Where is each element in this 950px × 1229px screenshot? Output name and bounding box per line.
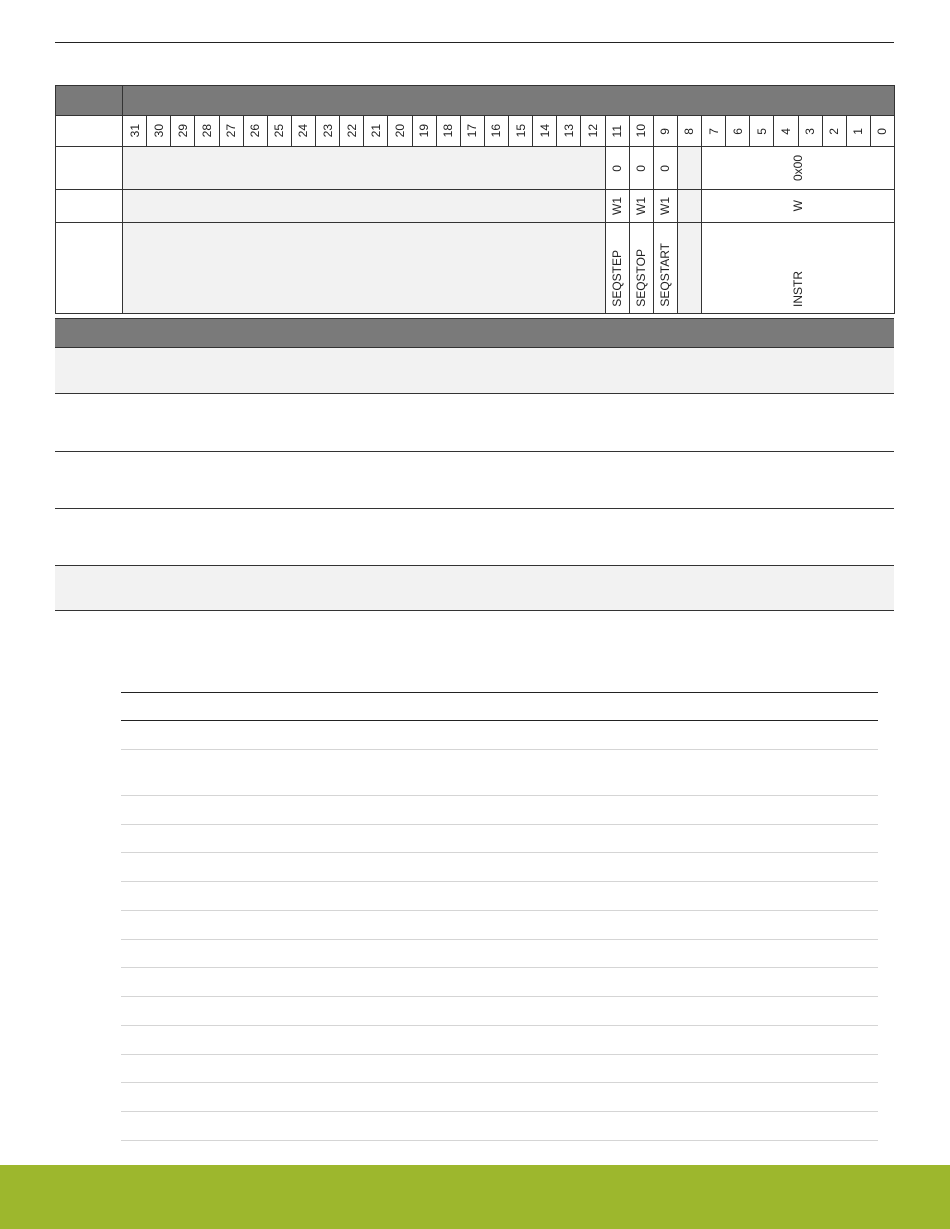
field-description-row xyxy=(55,509,894,566)
bit-number-cell: 10 xyxy=(629,116,653,147)
bit-number-cell: 14 xyxy=(533,116,557,147)
bit-number-cell: 8 xyxy=(677,116,701,147)
bit-number-cell: 17 xyxy=(460,116,484,147)
bit-number-cell: 25 xyxy=(267,116,291,147)
footer-band xyxy=(0,1165,950,1229)
field-bit8 xyxy=(677,223,701,314)
list-row-rule xyxy=(121,1140,878,1141)
bit-number-row xyxy=(56,116,895,147)
bit-number-cell: 24 xyxy=(291,116,315,147)
field-description-header xyxy=(55,318,894,348)
bit-number-cell: 28 xyxy=(195,116,219,147)
reset-bit8 xyxy=(677,147,701,190)
list-row-rule xyxy=(121,1082,878,1083)
bit-number-cell: 31 xyxy=(123,116,147,147)
access-bit10: W1 xyxy=(629,190,653,223)
list-row-rule xyxy=(121,720,878,721)
access-row xyxy=(56,190,895,223)
reset-bit9: 0 xyxy=(653,147,677,190)
reset-instr: 0x00 xyxy=(702,147,895,190)
list-row-rule xyxy=(121,910,878,911)
bit-number-cell: 13 xyxy=(557,116,581,147)
register-header-row xyxy=(56,86,895,116)
list-row-rule xyxy=(121,939,878,940)
bit-number-cell: 20 xyxy=(388,116,412,147)
field-name-row xyxy=(56,223,895,314)
bit-number-label-cell xyxy=(56,116,123,147)
bit-number-cell: 15 xyxy=(509,116,533,147)
bit-number-cell: 4 xyxy=(774,116,798,147)
field-description-row xyxy=(55,566,894,611)
register-table xyxy=(55,85,895,314)
field-label-cell xyxy=(56,223,123,314)
bit-number-cell: 29 xyxy=(171,116,195,147)
list-row-rule xyxy=(121,824,878,825)
access-instr: W xyxy=(702,190,895,223)
bit-number-cell: 9 xyxy=(653,116,677,147)
bit-number-cell: 5 xyxy=(750,116,774,147)
list-row-rule xyxy=(121,749,878,750)
bit-number-cell: 0 xyxy=(870,116,894,147)
bit-number-cell: 19 xyxy=(412,116,436,147)
list-row-rule xyxy=(121,852,878,853)
reset-row xyxy=(56,147,895,190)
reset-bit11: 0 xyxy=(605,147,629,190)
field-bit9: SEQSTART xyxy=(653,223,677,314)
bit-number-cell: 2 xyxy=(822,116,846,147)
bit-number-cell: 7 xyxy=(702,116,726,147)
bit-number-cell: 22 xyxy=(340,116,364,147)
bit-number-cell: 27 xyxy=(219,116,243,147)
bit-number-cell: 1 xyxy=(846,116,870,147)
access-reserved-cell xyxy=(123,190,606,223)
bit-number-cell: 23 xyxy=(316,116,340,147)
register-header-label-cell xyxy=(56,86,123,116)
access-bit8 xyxy=(677,190,701,223)
list-row-rule xyxy=(121,795,878,796)
list-row-rule xyxy=(121,692,878,693)
field-description-table xyxy=(55,318,894,611)
bit-number-cell: 11 xyxy=(605,116,629,147)
list-row-rule xyxy=(121,1111,878,1112)
register-header-bits-cell xyxy=(123,86,895,116)
field-bit10: SEQSTOP xyxy=(629,223,653,314)
bit-number-cell: 30 xyxy=(147,116,171,147)
bit-number-cell: 12 xyxy=(581,116,605,147)
list-row-rule xyxy=(121,1025,878,1026)
bit-number-cell: 16 xyxy=(484,116,508,147)
access-bit11: W1 xyxy=(605,190,629,223)
list-row-rule xyxy=(121,881,878,882)
field-description-row xyxy=(55,452,894,509)
reset-label-cell xyxy=(56,147,123,190)
field-reserved-cell xyxy=(123,223,606,314)
list-row-rule xyxy=(121,1054,878,1055)
access-label-cell xyxy=(56,190,123,223)
bit-number-cell: 21 xyxy=(364,116,388,147)
field-bit11: SEQSTEP xyxy=(605,223,629,314)
bit-number-cell: 6 xyxy=(726,116,750,147)
field-description-row xyxy=(55,394,894,452)
list-row-rule xyxy=(121,996,878,997)
bit-number-cell: 18 xyxy=(436,116,460,147)
bit-number-cell: 26 xyxy=(243,116,267,147)
access-bit9: W1 xyxy=(653,190,677,223)
bit-number-cell: 3 xyxy=(798,116,822,147)
reset-bit10: 0 xyxy=(629,147,653,190)
field-description-row xyxy=(55,348,894,394)
reset-reserved-cell xyxy=(123,147,606,190)
top-rule xyxy=(55,42,894,43)
list-row-rule xyxy=(121,967,878,968)
field-instr: INSTR xyxy=(702,223,895,314)
